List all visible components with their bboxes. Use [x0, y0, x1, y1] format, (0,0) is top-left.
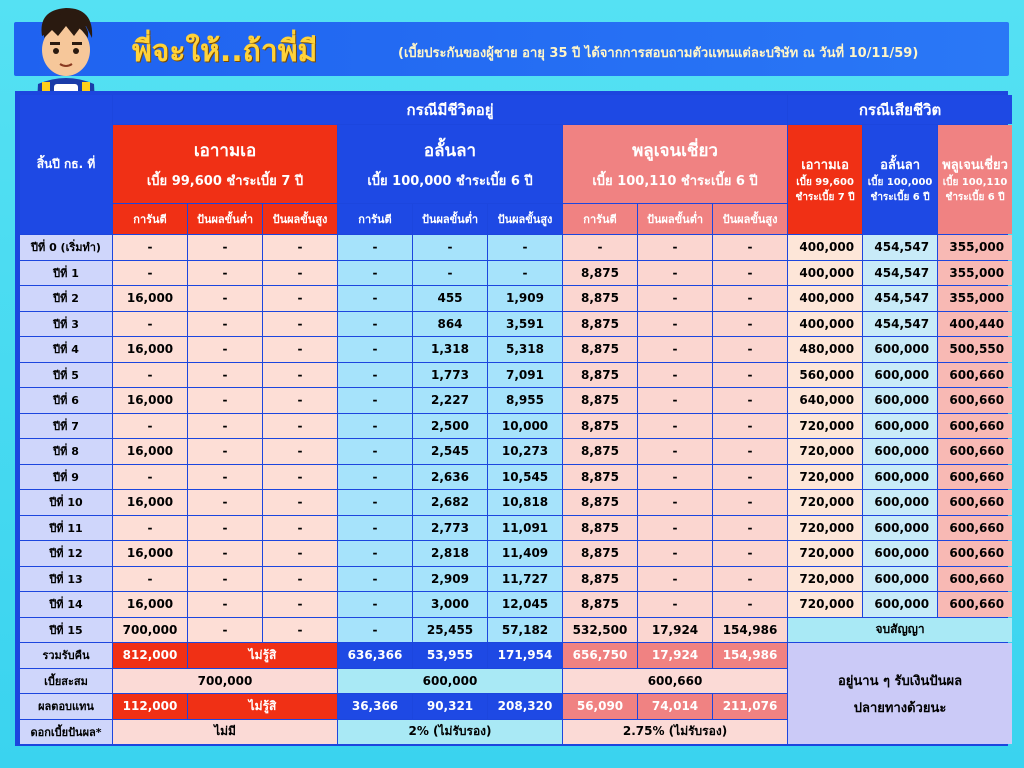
table-cell: -: [113, 465, 187, 490]
table-cell: 700,000: [113, 669, 337, 694]
table-cell: 211,076: [713, 694, 787, 719]
table-cell: 600,660: [938, 363, 1012, 388]
row-label: ปีที่ 14: [20, 592, 112, 617]
table-cell: -: [713, 363, 787, 388]
table-cell: 8,875: [563, 516, 637, 541]
table-cell: -: [338, 516, 412, 541]
row-label: ปีที่ 15: [20, 618, 112, 643]
row-label: ปีที่ 10: [20, 490, 112, 515]
row-label: ปีที่ 13: [20, 567, 112, 592]
table-cell: 16,000: [113, 286, 187, 311]
table-cell: -: [713, 235, 787, 260]
table-cell: 600,660: [938, 567, 1012, 592]
table-cell: 400,000: [788, 312, 862, 337]
table-cell: 8,955: [488, 388, 562, 413]
table-cell: -: [338, 592, 412, 617]
table-cell: 454,547: [863, 286, 937, 311]
row-label: ปีที่ 7: [20, 414, 112, 439]
table-cell: ไม่รู้สิ: [188, 643, 337, 668]
table-row: [20, 312, 1012, 337]
table-cell: 600,000: [863, 337, 937, 362]
subheader-plan2-max-dividend: ปันผลขั้นสูง: [488, 204, 562, 234]
table-cell: 8,875: [563, 312, 637, 337]
plan-header-3: พลูเจนเชี่ยว เบี้ย 100,110 ชำระเบี้ย 6 ปี: [563, 125, 787, 203]
table-cell: 10,545: [488, 465, 562, 490]
table-cell: 2.75% (ไม่รับรอง): [563, 720, 787, 745]
table-cell: 400,440: [938, 312, 1012, 337]
table-cell: 600,660: [938, 541, 1012, 566]
table-cell: -: [338, 439, 412, 464]
table-cell: 7,091: [488, 363, 562, 388]
death-plan-header-3: พลูเจนเชี่ยว เบี้ย 100,110 ชำระเบี้ย 6 ปี: [938, 125, 1012, 234]
table-cell: 720,000: [788, 541, 862, 566]
table-cell: 600,000: [863, 516, 937, 541]
table-cell: -: [563, 235, 637, 260]
table-cell: 17,924: [638, 643, 712, 668]
table-cell: 500,550: [938, 337, 1012, 362]
table-cell: 16,000: [113, 490, 187, 515]
table-cell: 600,660: [938, 490, 1012, 515]
title-banner: [14, 22, 1009, 76]
table-cell: 90,321: [413, 694, 487, 719]
table-cell: 1,773: [413, 363, 487, 388]
table-cell: -: [263, 516, 337, 541]
row-label: ปีที่ 12: [20, 541, 112, 566]
table-cell: -: [113, 414, 187, 439]
subheader-plan3-guaranteed: การันตี: [563, 204, 637, 234]
table-cell: 2,773: [413, 516, 487, 541]
table-cell: -: [338, 414, 412, 439]
table-cell: -: [638, 286, 712, 311]
table-cell: 208,320: [488, 694, 562, 719]
table-cell: 8,875: [563, 337, 637, 362]
table-cell: -: [488, 261, 562, 286]
table-cell: 355,000: [938, 235, 1012, 260]
table-cell: 1,318: [413, 337, 487, 362]
table-cell: -: [638, 414, 712, 439]
table-cell: 16,000: [113, 439, 187, 464]
subheader-plan1-min-dividend: ปันผลขั้นต่ำ: [188, 204, 262, 234]
table-cell: -: [713, 541, 787, 566]
subheader-plan2-min-dividend: ปันผลขั้นต่ำ: [413, 204, 487, 234]
table-cell: 454,547: [863, 312, 937, 337]
table-cell: -: [338, 312, 412, 337]
table-cell: 3,000: [413, 592, 487, 617]
table-cell: 16,000: [113, 388, 187, 413]
table-cell: 864: [413, 312, 487, 337]
table-cell: -: [338, 618, 412, 643]
table-cell: -: [188, 541, 262, 566]
row-label: ปีที่ 0 (เริ่มทำ): [20, 235, 112, 260]
table-cell: 8,875: [563, 261, 637, 286]
table-cell: 600,000: [863, 465, 937, 490]
total-row: [20, 643, 1012, 668]
table-cell: 600,660: [938, 439, 1012, 464]
table-cell: -: [713, 414, 787, 439]
table-cell: 720,000: [788, 592, 862, 617]
table-cell: 700,000: [113, 618, 187, 643]
table-cell: 16,000: [113, 337, 187, 362]
table-cell: -: [713, 490, 787, 515]
table-cell: -: [638, 516, 712, 541]
table-cell: -: [188, 337, 262, 362]
table-cell: 656,750: [563, 643, 637, 668]
table-cell: 720,000: [788, 516, 862, 541]
table-cell: 16,000: [113, 592, 187, 617]
table-row: [20, 286, 1012, 311]
table-cell: 400,000: [788, 235, 862, 260]
page-title: พี่จะให้..ถ้าพี่มี: [132, 34, 318, 69]
table-cell: ไม่มี: [113, 720, 337, 745]
table-cell: 560,000: [788, 363, 862, 388]
table-cell: -: [638, 592, 712, 617]
row-label: ปีที่ 2: [20, 286, 112, 311]
table-cell: -: [638, 490, 712, 515]
table-cell: -: [188, 618, 262, 643]
table-cell: 154,986: [713, 618, 787, 643]
table-cell: 600,000: [863, 414, 937, 439]
table-cell: -: [113, 363, 187, 388]
table-cell: 600,000: [863, 490, 937, 515]
table-cell: 1,909: [488, 286, 562, 311]
table-row: [20, 516, 1012, 541]
table-cell: 2,682: [413, 490, 487, 515]
table-cell: 8,875: [563, 439, 637, 464]
table-cell: 154,986: [713, 643, 787, 668]
table-cell: -: [713, 567, 787, 592]
table-cell: -: [638, 261, 712, 286]
table-cell: 812,000: [113, 643, 187, 668]
table-cell: -: [188, 312, 262, 337]
table-cell: -: [338, 337, 412, 362]
subheader-plan3-min-dividend: ปันผลขั้นต่ำ: [638, 204, 712, 234]
table-cell: -: [263, 541, 337, 566]
table-cell: 400,000: [788, 261, 862, 286]
table-cell: -: [338, 541, 412, 566]
comparison-table: [19, 94, 1013, 745]
row-label: ปีที่ 9: [20, 465, 112, 490]
table-cell: 2,636: [413, 465, 487, 490]
table-row: [20, 439, 1012, 464]
table-cell: -: [413, 235, 487, 260]
table-cell: 600,000: [863, 363, 937, 388]
table-cell: -: [638, 337, 712, 362]
table-cell: 10,273: [488, 439, 562, 464]
table-cell: -: [263, 439, 337, 464]
table-cell: 720,000: [788, 567, 862, 592]
table-cell: 8,875: [563, 286, 637, 311]
table-cell: 2,818: [413, 541, 487, 566]
table-cell: 3,591: [488, 312, 562, 337]
table-cell: 600,000: [338, 669, 562, 694]
table-cell: 56,090: [563, 694, 637, 719]
table-cell: -: [263, 388, 337, 413]
table-row: [20, 388, 1012, 413]
table-row: [20, 567, 1012, 592]
table-cell: -: [638, 439, 712, 464]
plan-header-2: อลั้นลา เบี้ย 100,000 ชำระเบี้ย 6 ปี: [338, 125, 562, 203]
table-cell: 112,000: [113, 694, 187, 719]
table-cell: -: [638, 388, 712, 413]
table-cell: -: [263, 286, 337, 311]
table-cell: -: [188, 286, 262, 311]
table-row: [20, 414, 1012, 439]
row-label: ดอกเบี้ยปันผล*: [20, 720, 112, 745]
table-cell: -: [188, 567, 262, 592]
table-cell: 720,000: [788, 414, 862, 439]
row-label: ปีที่ 5: [20, 363, 112, 388]
table-cell: -: [113, 567, 187, 592]
table-cell: 11,091: [488, 516, 562, 541]
table-cell: -: [188, 261, 262, 286]
table-cell: -: [263, 337, 337, 362]
table-cell: -: [113, 235, 187, 260]
alive-group-header: กรณีมีชีวิตอยู่: [113, 95, 787, 124]
table-cell: 25,455: [413, 618, 487, 643]
table-cell: 600,660: [938, 414, 1012, 439]
table-row: [20, 592, 1012, 617]
table-cell: 600,000: [863, 592, 937, 617]
table-cell: 600,660: [938, 516, 1012, 541]
table-cell: -: [113, 261, 187, 286]
table-cell: -: [638, 465, 712, 490]
plan-header-1: เอาามเอ เบี้ย 99,600 ชำระเบี้ย 7 ปี: [113, 125, 337, 203]
table-row: [20, 490, 1012, 515]
table-cell: 600,660: [938, 388, 1012, 413]
table-cell: -: [263, 363, 337, 388]
table-row: [20, 337, 1012, 362]
table-cell: -: [713, 312, 787, 337]
table-cell: 400,000: [788, 286, 862, 311]
table-cell: 2,227: [413, 388, 487, 413]
table-cell: 8,875: [563, 541, 637, 566]
table-cell: -: [188, 592, 262, 617]
table-cell: ไม่รู้สิ: [188, 694, 337, 719]
table-cell: 720,000: [788, 465, 862, 490]
table-cell: -: [188, 439, 262, 464]
table-row: [20, 261, 1012, 286]
table-cell: -: [713, 388, 787, 413]
table-cell: -: [338, 490, 412, 515]
row-label: ผลตอบแทน: [20, 694, 112, 719]
table-cell: -: [188, 235, 262, 260]
table-cell: 171,954: [488, 643, 562, 668]
table-cell: -: [713, 286, 787, 311]
table-cell: 57,182: [488, 618, 562, 643]
table-cell: 10,818: [488, 490, 562, 515]
table-cell: -: [338, 286, 412, 311]
table-cell: 2% (ไม่รับรอง): [338, 720, 562, 745]
table-cell: 2,500: [413, 414, 487, 439]
table-cell: 8,875: [563, 414, 637, 439]
table-cell: 8,875: [563, 388, 637, 413]
table-cell: -: [188, 414, 262, 439]
table-cell: 600,660: [563, 669, 787, 694]
table-cell: 600,000: [863, 541, 937, 566]
table-row: [20, 465, 1012, 490]
side-note: [788, 643, 1012, 744]
table-cell: 640,000: [788, 388, 862, 413]
table-row: [20, 235, 1012, 260]
table-row: [20, 618, 1012, 643]
contract-end-note: จบสัญญา: [788, 618, 1012, 643]
table-cell: -: [488, 235, 562, 260]
table-cell: -: [338, 388, 412, 413]
table-cell: -: [263, 490, 337, 515]
table-cell: -: [113, 516, 187, 541]
subheader-plan2-guaranteed: การันตี: [338, 204, 412, 234]
table-cell: 600,000: [863, 439, 937, 464]
row-label: ปีที่ 8: [20, 439, 112, 464]
table-cell: 720,000: [788, 439, 862, 464]
table-cell: 720,000: [788, 490, 862, 515]
death-plan-header-1: เอาามเอ เบี้ย 99,600 ชำระเบี้ย 7 ปี: [788, 125, 862, 234]
table-cell: 8,875: [563, 465, 637, 490]
table-cell: -: [263, 414, 337, 439]
table-cell: -: [713, 516, 787, 541]
table-cell: 8,875: [563, 363, 637, 388]
table-cell: -: [263, 261, 337, 286]
side-note-line1: อยู่นาน ๆ รับเงินปันผล: [837, 673, 963, 689]
table-cell: 17,924: [638, 618, 712, 643]
table-cell: -: [638, 363, 712, 388]
table-cell: 455: [413, 286, 487, 311]
side-note-line2: ปลายทางด้วยนะ: [853, 700, 947, 716]
table-cell: 600,000: [863, 567, 937, 592]
table-cell: 53,955: [413, 643, 487, 668]
table-cell: 10,000: [488, 414, 562, 439]
table-cell: -: [188, 490, 262, 515]
table-cell: -: [338, 465, 412, 490]
table-cell: 8,875: [563, 592, 637, 617]
table-cell: -: [263, 618, 337, 643]
table-cell: 532,500: [563, 618, 637, 643]
row-label: ปีที่ 4: [20, 337, 112, 362]
table-cell: 600,000: [863, 388, 937, 413]
table-cell: 74,014: [638, 694, 712, 719]
table-cell: -: [338, 235, 412, 260]
row-label: ปีที่ 1: [20, 261, 112, 286]
table-cell: 11,727: [488, 567, 562, 592]
row-label: ปีที่ 11: [20, 516, 112, 541]
table-cell: 454,547: [863, 261, 937, 286]
row-label: รวมรับคืน: [20, 643, 112, 668]
page-subtitle: (เบี้ยประกันของผู้ชาย อายุ 35 ปี ได้จากการสอบถามตัวแทนแต่ละบริษัท ณ วันที่ 10/11/59): [398, 46, 919, 61]
table-cell: 480,000: [788, 337, 862, 362]
table-cell: 2,545: [413, 439, 487, 464]
table-cell: 636,366: [338, 643, 412, 668]
table-cell: -: [263, 312, 337, 337]
table-cell: -: [638, 541, 712, 566]
table-cell: -: [263, 235, 337, 260]
table-cell: 355,000: [938, 261, 1012, 286]
table-row: [20, 363, 1012, 388]
table-cell: -: [188, 388, 262, 413]
table-cell: -: [263, 567, 337, 592]
table-cell: -: [338, 363, 412, 388]
death-plan-header-2: อลั้นลา เบี้ย 100,000 ชำระเบี้ย 6 ปี: [863, 125, 937, 234]
table-cell: 454,547: [863, 235, 937, 260]
row-label: เบี้ยสะสม: [20, 669, 112, 694]
table-cell: -: [713, 465, 787, 490]
table-cell: -: [263, 592, 337, 617]
subheader-plan1-max-dividend: ปันผลขั้นสูง: [263, 204, 337, 234]
table-cell: -: [188, 465, 262, 490]
table-cell: -: [338, 567, 412, 592]
row-label: ปีที่ 6: [20, 388, 112, 413]
table-cell: 8,875: [563, 490, 637, 515]
table-cell: -: [713, 337, 787, 362]
table-cell: 16,000: [113, 541, 187, 566]
table-cell: -: [188, 363, 262, 388]
subheader-plan1-guaranteed: การันตี: [113, 204, 187, 234]
table-cell: -: [113, 312, 187, 337]
table-cell: 8,875: [563, 567, 637, 592]
subheader-plan3-max-dividend: ปันผลขั้นสูง: [713, 204, 787, 234]
table-cell: 5,318: [488, 337, 562, 362]
death-group-header: กรณีเสียชีวิต: [788, 95, 1012, 124]
table-cell: -: [713, 261, 787, 286]
table-cell: 600,660: [938, 592, 1012, 617]
table-cell: -: [413, 261, 487, 286]
row-label: ปีที่ 3: [20, 312, 112, 337]
table-cell: -: [338, 261, 412, 286]
row-label-header: สิ้นปี กธ. ที่: [20, 95, 112, 234]
table-cell: 2,909: [413, 567, 487, 592]
table-cell: 600,660: [938, 465, 1012, 490]
table-cell: -: [713, 439, 787, 464]
table-row: [20, 541, 1012, 566]
table-cell: 36,366: [338, 694, 412, 719]
table-cell: -: [188, 516, 262, 541]
table-cell: -: [638, 235, 712, 260]
table-cell: -: [638, 567, 712, 592]
table-cell: 12,045: [488, 592, 562, 617]
table-cell: -: [638, 312, 712, 337]
table-cell: 11,409: [488, 541, 562, 566]
table-cell: -: [713, 592, 787, 617]
table-cell: 355,000: [938, 286, 1012, 311]
table-cell: -: [263, 465, 337, 490]
